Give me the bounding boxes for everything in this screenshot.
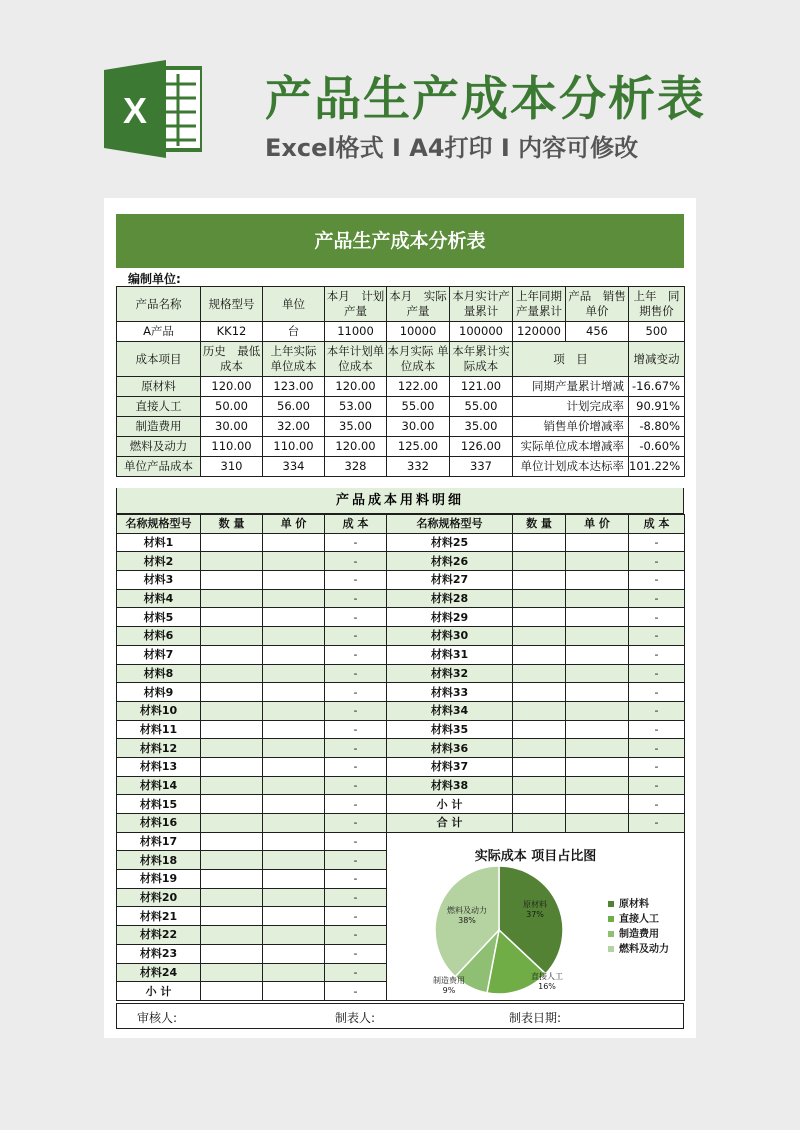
cost-cell[interactable]: 122.00 xyxy=(387,377,450,397)
material-row xyxy=(117,814,685,833)
cost-cell[interactable]: 制造费用 xyxy=(117,417,201,437)
cost-value-cell[interactable]: - xyxy=(325,571,387,590)
product-value-cell[interactable]: 120000 xyxy=(513,322,566,342)
quantity-cell[interactable] xyxy=(513,627,566,646)
quantity-cell[interactable] xyxy=(201,888,263,907)
cost-row xyxy=(117,417,685,437)
product-value-cell[interactable]: KK12 xyxy=(201,322,263,342)
legend-label: 直接人工 xyxy=(619,914,659,925)
product-header-cell[interactable]: 单位 xyxy=(263,287,325,322)
quantity-cell[interactable] xyxy=(513,552,566,571)
slice-percent-label: 16% xyxy=(538,982,556,991)
slice-percent-label: 38% xyxy=(458,916,476,925)
legend-swatch xyxy=(608,916,614,922)
slice-name-label: 燃料及动力 xyxy=(447,906,487,915)
cost-value-cell[interactable]: - xyxy=(325,683,387,702)
legend-swatch xyxy=(608,901,614,907)
material-name-cell[interactable]: 材料31 xyxy=(387,645,513,664)
cost-value-cell[interactable]: - xyxy=(325,533,387,552)
preparer-label: 制表人: xyxy=(335,1011,376,1025)
cost-value-cell[interactable]: - xyxy=(325,627,387,646)
cost-cell[interactable]: 同期产量累计增减 xyxy=(513,377,629,397)
cost-header-cell[interactable]: 本月实际 单位成本 xyxy=(387,342,450,377)
price-cell[interactable] xyxy=(263,814,325,833)
material-name-cell[interactable]: 材料4 xyxy=(117,589,201,608)
cost-value-cell[interactable]: - xyxy=(629,589,685,608)
product-header-cell[interactable]: 上年 同期售价 xyxy=(629,287,685,322)
cost-value-cell[interactable]: - xyxy=(325,907,387,926)
price-cell[interactable] xyxy=(566,814,629,833)
cost-cell[interactable]: 90.91% xyxy=(629,397,685,417)
cost-value-cell[interactable]: - xyxy=(629,776,685,795)
cost-value-cell[interactable]: - xyxy=(629,757,685,776)
price-cell[interactable] xyxy=(566,701,629,720)
cost-pie-chart xyxy=(387,839,684,1003)
price-cell[interactable] xyxy=(263,907,325,926)
cost-value-cell[interactable]: - xyxy=(629,795,685,814)
material-row xyxy=(117,664,685,683)
material-header-cell[interactable]: 数 量 xyxy=(201,515,263,534)
product-value-cell[interactable]: 100000 xyxy=(450,322,513,342)
legend-label: 制造费用 xyxy=(619,929,659,940)
quantity-cell[interactable] xyxy=(201,832,263,851)
material-row xyxy=(117,683,685,702)
product-header-cell[interactable]: 本月 计划产量 xyxy=(325,287,387,322)
legend-swatch xyxy=(608,931,614,937)
cost-value-cell[interactable]: - xyxy=(629,608,685,627)
product-value-cell[interactable]: 456 xyxy=(566,322,629,342)
cost-header-cell[interactable]: 本年计划单位成本 xyxy=(325,342,387,377)
product-value-cell[interactable]: 10000 xyxy=(387,322,450,342)
cost-cell[interactable]: -16.67% xyxy=(629,377,685,397)
price-cell[interactable] xyxy=(566,720,629,739)
reviewer-label: 审核人: xyxy=(137,1011,178,1025)
cost-cell[interactable]: 32.00 xyxy=(263,417,325,437)
price-cell[interactable] xyxy=(263,608,325,627)
price-cell[interactable] xyxy=(566,552,629,571)
cost-value-cell[interactable]: - xyxy=(325,851,387,870)
cost-row xyxy=(117,437,685,457)
material-row xyxy=(117,795,685,814)
price-cell[interactable] xyxy=(263,795,325,814)
cost-cell[interactable]: 121.00 xyxy=(450,377,513,397)
quantity-cell[interactable] xyxy=(201,907,263,926)
price-cell[interactable] xyxy=(263,571,325,590)
material-name-cell[interactable]: 材料22 xyxy=(117,926,201,945)
cost-row xyxy=(117,377,685,397)
quantity-cell[interactable] xyxy=(201,963,263,982)
price-cell[interactable] xyxy=(263,533,325,552)
material-name-cell[interactable]: 材料36 xyxy=(387,739,513,758)
cost-value-cell[interactable]: - xyxy=(325,720,387,739)
cost-value-cell[interactable]: - xyxy=(629,533,685,552)
logo-letter: X xyxy=(122,90,148,131)
cost-value-cell[interactable]: - xyxy=(629,645,685,664)
price-cell[interactable] xyxy=(566,664,629,683)
legend-label: 原材料 xyxy=(619,899,649,910)
cost-value-cell[interactable]: - xyxy=(629,571,685,590)
slice-name-label: 直接人工 xyxy=(531,972,563,981)
cost-value-cell[interactable]: - xyxy=(629,739,685,758)
price-cell[interactable] xyxy=(566,627,629,646)
product-header-cell[interactable]: 产品名称 xyxy=(117,287,201,322)
quantity-cell[interactable] xyxy=(201,589,263,608)
cost-value-cell[interactable]: - xyxy=(325,982,387,1001)
cost-row xyxy=(117,397,685,417)
material-name-cell[interactable]: 合 计 xyxy=(387,814,513,833)
material-name-cell[interactable]: 材料34 xyxy=(387,701,513,720)
material-name-cell[interactable]: 材料7 xyxy=(117,645,201,664)
quantity-cell[interactable] xyxy=(513,571,566,590)
price-cell[interactable] xyxy=(566,645,629,664)
maker-label: 编制单位: xyxy=(128,272,181,286)
quantity-cell[interactable] xyxy=(201,757,263,776)
product-header-cell[interactable]: 规格型号 xyxy=(201,287,263,322)
material-name-cell[interactable]: 材料15 xyxy=(117,795,201,814)
quantity-cell[interactable] xyxy=(513,608,566,627)
quantity-cell[interactable] xyxy=(201,533,263,552)
cost-header-cell[interactable]: 本年累计实际成本 xyxy=(450,342,513,377)
quantity-cell[interactable] xyxy=(513,720,566,739)
cost-header-row xyxy=(117,342,685,377)
cost-value-cell[interactable]: - xyxy=(629,552,685,571)
price-cell[interactable] xyxy=(566,795,629,814)
price-cell[interactable] xyxy=(263,870,325,889)
product-value-cell[interactable]: 500 xyxy=(629,322,685,342)
price-cell[interactable] xyxy=(263,963,325,982)
cost-cell[interactable]: 实际单位成本增减率 xyxy=(513,437,629,457)
cost-cell[interactable]: -8.80% xyxy=(629,417,685,437)
material-name-cell[interactable]: 材料19 xyxy=(117,870,201,889)
product-value-cell[interactable]: 台 xyxy=(263,322,325,342)
cost-value-cell[interactable]: - xyxy=(629,664,685,683)
price-cell[interactable] xyxy=(263,851,325,870)
cost-cell[interactable]: 120.00 xyxy=(325,437,387,457)
quantity-cell[interactable] xyxy=(201,851,263,870)
cost-value-cell[interactable]: - xyxy=(629,627,685,646)
cost-value-cell[interactable]: - xyxy=(629,701,685,720)
material-name-cell[interactable]: 材料12 xyxy=(117,739,201,758)
cost-cell[interactable]: 30.00 xyxy=(387,417,450,437)
quantity-cell[interactable] xyxy=(201,814,263,833)
quantity-cell[interactable] xyxy=(201,944,263,963)
material-header-row xyxy=(117,515,685,534)
product-header-cell[interactable]: 本月实计产量累计 xyxy=(450,287,513,322)
quantity-cell[interactable] xyxy=(201,982,263,1001)
material-name-cell[interactable]: 材料8 xyxy=(117,664,201,683)
material-header-cell[interactable]: 成 本 xyxy=(325,515,387,534)
material-row xyxy=(117,757,685,776)
quantity-cell[interactable] xyxy=(201,608,263,627)
summary-table xyxy=(116,286,685,477)
cost-cell[interactable]: 销售单价增减率 xyxy=(513,417,629,437)
material-name-cell[interactable]: 材料28 xyxy=(387,589,513,608)
material-name-cell[interactable]: 材料23 xyxy=(117,944,201,963)
quantity-cell[interactable] xyxy=(513,664,566,683)
material-row xyxy=(117,701,685,720)
cost-cell[interactable]: 35.00 xyxy=(325,417,387,437)
material-row xyxy=(117,589,685,608)
material-row xyxy=(117,552,685,571)
material-name-cell[interactable]: 材料17 xyxy=(117,832,201,851)
cost-value-cell[interactable]: - xyxy=(325,701,387,720)
cost-value-cell[interactable]: - xyxy=(325,608,387,627)
material-name-cell[interactable]: 材料32 xyxy=(387,664,513,683)
cost-cell[interactable]: 55.00 xyxy=(450,397,513,417)
cost-value-cell[interactable]: - xyxy=(325,739,387,758)
quantity-cell[interactable] xyxy=(201,776,263,795)
price-cell[interactable] xyxy=(566,739,629,758)
quantity-cell[interactable] xyxy=(513,589,566,608)
material-name-cell[interactable]: 材料10 xyxy=(117,701,201,720)
quantity-cell[interactable] xyxy=(201,739,263,758)
cost-value-cell[interactable]: - xyxy=(325,814,387,833)
material-name-cell[interactable]: 材料9 xyxy=(117,683,201,702)
quantity-cell[interactable] xyxy=(201,870,263,889)
price-cell[interactable] xyxy=(263,739,325,758)
page-subtitle: Excel格式 I A4打印 I 内容可修改 xyxy=(265,134,639,162)
quantity-cell[interactable] xyxy=(513,757,566,776)
legend-swatch xyxy=(608,946,614,952)
material-row xyxy=(117,776,685,795)
material-header-cell[interactable]: 名称规格型号 xyxy=(117,515,201,534)
cost-cell[interactable]: 123.00 xyxy=(263,377,325,397)
cost-header-cell[interactable]: 上年实际 单位成本 xyxy=(263,342,325,377)
date-label: 制表日期: xyxy=(509,1011,562,1025)
material-row xyxy=(117,720,685,739)
material-name-cell[interactable]: 小 计 xyxy=(117,982,201,1001)
material-header-cell[interactable]: 成 本 xyxy=(629,515,685,534)
price-cell[interactable] xyxy=(566,776,629,795)
cost-cell[interactable]: 110.00 xyxy=(201,437,263,457)
cost-cell[interactable]: 110.00 xyxy=(263,437,325,457)
material-row xyxy=(117,739,685,758)
cost-cell[interactable]: 310 xyxy=(201,457,263,477)
material-row xyxy=(117,533,685,552)
product-value-cell[interactable]: 11000 xyxy=(325,322,387,342)
cost-value-cell[interactable]: - xyxy=(325,757,387,776)
quantity-cell[interactable] xyxy=(513,739,566,758)
cost-cell[interactable]: 101.22% xyxy=(629,457,685,477)
cost-cell[interactable]: 直接人工 xyxy=(117,397,201,417)
excel-logo-icon xyxy=(104,60,202,158)
cost-value-cell[interactable]: - xyxy=(325,795,387,814)
material-name-cell[interactable]: 材料16 xyxy=(117,814,201,833)
quantity-cell[interactable] xyxy=(513,776,566,795)
quantity-cell[interactable] xyxy=(201,720,263,739)
material-row xyxy=(117,645,685,664)
quantity-cell[interactable] xyxy=(201,627,263,646)
cost-value-cell[interactable]: - xyxy=(325,776,387,795)
slice-name-label: 原材料 xyxy=(523,900,547,909)
cost-value-cell[interactable]: - xyxy=(325,888,387,907)
material-header-cell[interactable]: 数 量 xyxy=(513,515,566,534)
price-cell[interactable] xyxy=(263,757,325,776)
quantity-cell[interactable] xyxy=(201,664,263,683)
cost-cell[interactable]: 126.00 xyxy=(450,437,513,457)
cost-cell[interactable]: 56.00 xyxy=(263,397,325,417)
signature-row xyxy=(116,1003,684,1029)
material-name-cell[interactable]: 材料25 xyxy=(387,533,513,552)
price-cell[interactable] xyxy=(263,776,325,795)
cost-cell[interactable]: 单位产品成本 xyxy=(117,457,201,477)
cost-value-cell[interactable]: - xyxy=(325,552,387,571)
price-cell[interactable] xyxy=(263,645,325,664)
price-cell[interactable] xyxy=(263,552,325,571)
pie-chart-svg xyxy=(387,839,684,1003)
material-name-cell[interactable]: 材料18 xyxy=(117,851,201,870)
price-cell[interactable] xyxy=(263,926,325,945)
quantity-cell[interactable] xyxy=(513,683,566,702)
cost-cell[interactable]: 30.00 xyxy=(201,417,263,437)
quantity-cell[interactable] xyxy=(513,795,566,814)
quantity-cell[interactable] xyxy=(201,571,263,590)
price-cell[interactable] xyxy=(566,608,629,627)
slice-percent-label: 37% xyxy=(526,910,544,919)
sheet-title: 产品生产成本分析表 xyxy=(116,214,684,268)
cost-cell[interactable]: 120.00 xyxy=(325,377,387,397)
product-data-row xyxy=(117,322,685,342)
cost-value-cell[interactable]: - xyxy=(325,944,387,963)
legend-label: 燃料及动力 xyxy=(619,944,669,955)
material-name-cell[interactable]: 材料6 xyxy=(117,627,201,646)
cost-header-cell[interactable]: 历史 最低成本 xyxy=(201,342,263,377)
material-header-cell[interactable]: 名称规格型号 xyxy=(387,515,513,534)
product-header-cell[interactable]: 上年同期产量累计 xyxy=(513,287,566,322)
quantity-cell[interactable] xyxy=(201,701,263,720)
cost-value-cell[interactable]: - xyxy=(629,683,685,702)
quantity-cell[interactable] xyxy=(513,814,566,833)
material-row xyxy=(117,571,685,590)
cost-value-cell[interactable]: - xyxy=(325,832,387,851)
quantity-cell[interactable] xyxy=(201,683,263,702)
quantity-cell[interactable] xyxy=(201,795,263,814)
material-name-cell[interactable]: 小 计 xyxy=(387,795,513,814)
material-name-cell[interactable]: 材料35 xyxy=(387,720,513,739)
price-cell[interactable] xyxy=(566,589,629,608)
price-cell[interactable] xyxy=(566,533,629,552)
cost-value-cell[interactable]: - xyxy=(629,814,685,833)
cost-header-cell[interactable]: 增减变动 xyxy=(629,342,685,377)
price-cell[interactable] xyxy=(566,571,629,590)
material-section-title: 产品成本用料明细 xyxy=(116,488,684,514)
cost-cell[interactable]: 334 xyxy=(263,457,325,477)
material-name-cell[interactable]: 材料2 xyxy=(117,552,201,571)
product-value-cell[interactable]: A产品 xyxy=(117,322,201,342)
price-cell[interactable] xyxy=(566,757,629,776)
material-name-cell[interactable]: 材料5 xyxy=(117,608,201,627)
quantity-cell[interactable] xyxy=(513,645,566,664)
material-name-cell[interactable]: 材料11 xyxy=(117,720,201,739)
cost-header-cell[interactable]: 项 目 xyxy=(513,342,629,377)
material-name-cell[interactable]: 材料1 xyxy=(117,533,201,552)
quantity-cell[interactable] xyxy=(201,645,263,664)
price-cell[interactable] xyxy=(263,683,325,702)
material-name-cell[interactable]: 材料37 xyxy=(387,757,513,776)
price-cell[interactable] xyxy=(263,664,325,683)
price-cell[interactable] xyxy=(263,832,325,851)
material-name-cell[interactable]: 材料30 xyxy=(387,627,513,646)
material-name-cell[interactable]: 材料24 xyxy=(117,963,201,982)
price-cell[interactable] xyxy=(263,944,325,963)
material-name-cell[interactable]: 材料13 xyxy=(117,757,201,776)
product-header-cell[interactable]: 产品 销售单价 xyxy=(566,287,629,322)
cost-value-cell[interactable]: - xyxy=(629,720,685,739)
cost-cell[interactable]: 332 xyxy=(387,457,450,477)
material-name-cell[interactable]: 材料20 xyxy=(117,888,201,907)
material-name-cell[interactable]: 材料38 xyxy=(387,776,513,795)
product-header-row xyxy=(117,287,685,322)
cost-value-cell[interactable]: - xyxy=(325,926,387,945)
cost-cell[interactable]: 50.00 xyxy=(201,397,263,417)
cost-cell[interactable]: 125.00 xyxy=(387,437,450,457)
cost-value-cell[interactable]: - xyxy=(325,589,387,608)
material-header-cell[interactable]: 单 价 xyxy=(566,515,629,534)
cost-cell[interactable]: 燃料及动力 xyxy=(117,437,201,457)
material-name-cell[interactable]: 材料14 xyxy=(117,776,201,795)
cost-cell[interactable]: 53.00 xyxy=(325,397,387,417)
quantity-cell[interactable] xyxy=(513,701,566,720)
cost-cell[interactable]: 55.00 xyxy=(387,397,450,417)
cost-cell[interactable]: 计划完成率 xyxy=(513,397,629,417)
cost-value-cell[interactable]: - xyxy=(325,664,387,683)
cost-value-cell[interactable]: - xyxy=(325,870,387,889)
material-name-cell[interactable]: 材料3 xyxy=(117,571,201,590)
material-name-cell[interactable]: 材料27 xyxy=(387,571,513,590)
cost-cell[interactable]: 35.00 xyxy=(450,417,513,437)
cost-value-cell[interactable]: - xyxy=(325,645,387,664)
price-cell[interactable] xyxy=(263,982,325,1001)
material-name-cell[interactable]: 材料21 xyxy=(117,907,201,926)
cost-cell[interactable]: 原材料 xyxy=(117,377,201,397)
price-cell[interactable] xyxy=(566,683,629,702)
price-cell[interactable] xyxy=(263,627,325,646)
cost-header-cell[interactable]: 成本项目 xyxy=(117,342,201,377)
chart-title: 实际成本 项目占比图 xyxy=(474,849,597,864)
page-title: 产品生产成本分析表 xyxy=(265,72,706,127)
cost-cell[interactable]: 328 xyxy=(325,457,387,477)
material-row xyxy=(117,627,685,646)
material-row xyxy=(117,608,685,627)
price-cell[interactable] xyxy=(263,589,325,608)
price-cell[interactable] xyxy=(263,888,325,907)
product-header-cell[interactable]: 本月 实际产量 xyxy=(387,287,450,322)
cost-cell[interactable]: 337 xyxy=(450,457,513,477)
quantity-cell[interactable] xyxy=(201,926,263,945)
price-cell[interactable] xyxy=(263,701,325,720)
cost-row xyxy=(117,457,685,477)
slice-percent-label: 9% xyxy=(442,986,456,995)
cost-value-cell[interactable]: - xyxy=(325,963,387,982)
material-header-cell[interactable]: 单 价 xyxy=(263,515,325,534)
material-name-cell[interactable]: 材料29 xyxy=(387,608,513,627)
material-name-cell[interactable]: 材料33 xyxy=(387,683,513,702)
material-name-cell[interactable]: 材料26 xyxy=(387,552,513,571)
cost-cell[interactable]: 120.00 xyxy=(201,377,263,397)
quantity-cell[interactable] xyxy=(513,533,566,552)
price-cell[interactable] xyxy=(263,720,325,739)
slice-name-label: 制造费用 xyxy=(433,976,465,985)
cost-cell[interactable]: -0.60% xyxy=(629,437,685,457)
cost-cell[interactable]: 单位计划成本达标率 xyxy=(513,457,629,477)
quantity-cell[interactable] xyxy=(201,552,263,571)
